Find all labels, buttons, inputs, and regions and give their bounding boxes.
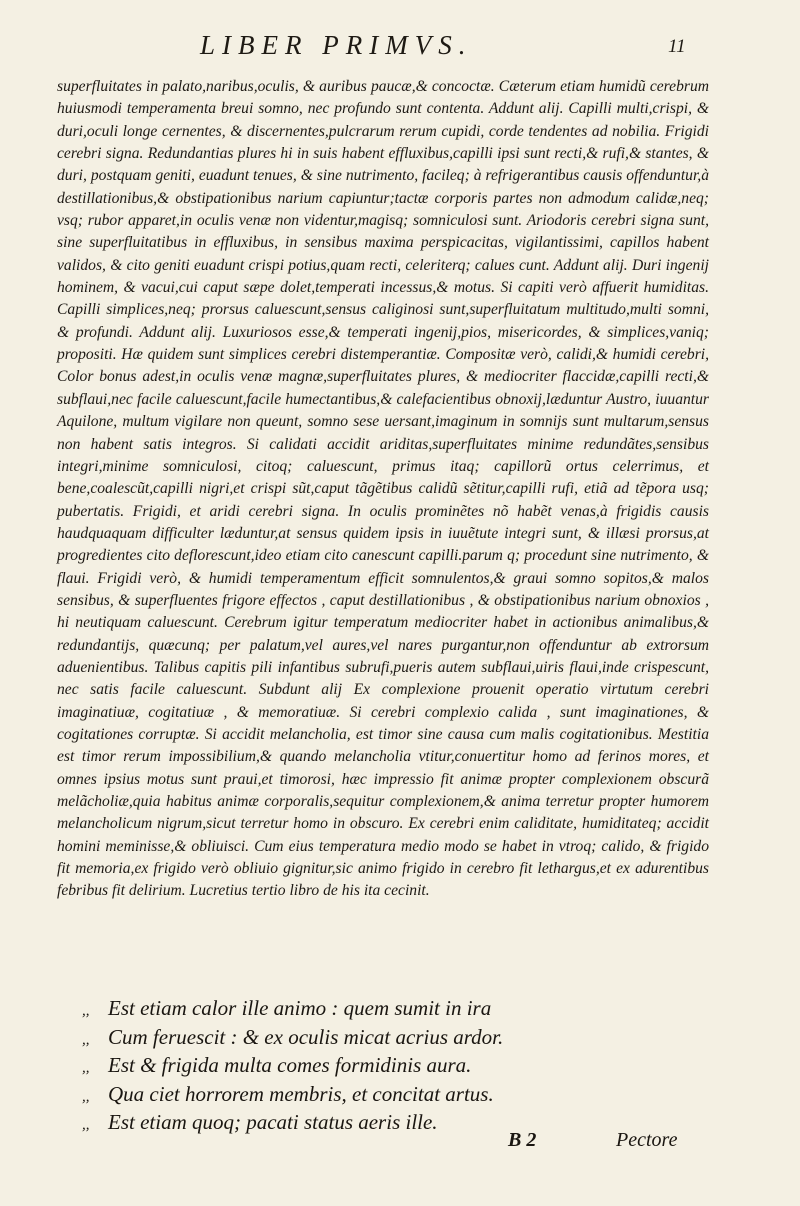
- quote-mark: ,,: [82, 1003, 90, 1019]
- verse-text: Est etiam quoq; pacati status aeris ille.: [108, 1110, 438, 1134]
- running-head: LIBER PRIMVS.: [200, 30, 473, 60]
- quote-mark: ,,: [82, 1117, 90, 1133]
- verse-text: Est etiam calor ille animo : quem sumit in ira: [108, 996, 492, 1020]
- quote-mark: ,,: [82, 1031, 90, 1048]
- verse-line: [82, 996, 642, 1025]
- verse-text: Cum feruescit : & ex oculis micat acrius ardor.: [108, 1024, 504, 1049]
- verse-text: Est & frigida multa comes formidinis aura.: [108, 1053, 472, 1077]
- verse-quotation: [82, 996, 642, 1139]
- verse-text: Qua ciet horrorem membris, et concitat artus.: [108, 1081, 494, 1106]
- page-number: 11: [668, 36, 686, 57]
- verse-line: [82, 1025, 642, 1054]
- body-text: [57, 76, 709, 903]
- quote-mark: ,,: [82, 1060, 90, 1076]
- quote-mark: ,,: [82, 1088, 90, 1105]
- signature-mark: B 2: [508, 1129, 537, 1151]
- verse-line: [82, 1082, 642, 1111]
- page-footer: [0, 1125, 800, 1155]
- catchword: Pectore: [616, 1129, 678, 1151]
- verse-line: [82, 1053, 642, 1082]
- page-header: [0, 30, 800, 64]
- main-paragraph: superfluitates in palato,naribus,oculis, & auribus paucæ,& concoctæ. Cæterum etiam humidũ cerebrum huiusmodi temperamenta breui somno, nec profundo sunt contenta. Addunt alij. Capilli multi,crispi, & duri,oculi longe cernentes, & discernentes,pulcrarum rerum cupidi, corde tendentes ad nobilia. Frigidi cerebri signa. Redundantias plures hi in suis habent effluxibus,capilli ipsi sunt recti,& rufi,& stantes, & duri, postquam geniti, euadunt tenues, & sine nutrimento, facileq; à refrigerantibus causis offenduntur,à destillationibus,& obstipationibus narium capiuntur;tactæ corporis partes non admodum calidæ,neq; vsq; rubor apparet,in oculis venæ non videntur,magisq; somniculosi sunt. Ariodoris cerebri signa sunt, sine superfluitatibus in effluxibus, in sensibus maxima perspicacitas, vigilantissimi, capillos habent validos, & cito geniti euadunt crispi potius,quam recti, celeriterq; calues cunt. Addunt alij. Duri ingenij hominem, & vacui,cui caput sæpe dolet,temperati incessus,& motus. Si capiti verò affuerit humiditas. Capilli simplices,neq; prorsus caluescunt,sensus caliginosi sunt,superfluitatum multitudo,multi somni, & profundi. Addunt alij. Luxuriosos esse,& temperati ingenij,pios, misericordes, & simplices,vaniq; propositi. Hæ quidem sunt simplices cerebri distemperantiæ. Compositæ verò, calidi,& humidi cerebri, Color bonus adest,in oculis venæ magnæ,superfluitates plures, & mediocriter flaccidæ,capilli recti,& subflaui,nec facile caluescunt,facile humectantibus,& calefacientibus obnoxij,læduntur Austro, iuuantur Aquilone, multum vigilare non queunt, somno sese uersant,imaginum in somnijs sunt multarum,sensus non habent satis integros. Si calidati accidit ariditas,superfluitates minime redundãtes,sensibus integri,minime somniculosi, citoq; caluescunt, primus itaq; capillorũ ortus celerrimus, et bene,coalescũt,capilli nigri,et crispi sũt,caput tãgẽtibus calidũ sẽtitur,capilli rufi, etiã ad tẽpora usq; pubertatis. Frigidi, et aridi cerebri signa. In oculis prominẽtes nõ habẽt venas,à frigidis causis haudquaquam difficulter læduntur,at sensus quidem ipsis in iuuẽtute integri sunt, & illæsi prorsus,at progredientes cito deflorescunt,ideo etiam cito canescunt capilli.parum q; procedunt sine nutrimento, & flaui. Frigidi verò, & humidi temperamentum efficit somnulentos,& graui somno sopitos,& malos sensibus, & superfluentes frigore effectos , caput destillationibus , & obstipationibus narium obnoxios , hi neutiquam caluescunt. Cerebrum igitur temperatum mediocriter habet in actionibus animalibus,& redundantijs, quæcunq; per palatum,vel aures,vel nares purgantur,non offenduntur ab extrorsum aduenientibus. Talibus capitis pili infantibus subrufi,pueris autem subflaui,uiris flaui,inde crispescunt, nec satis facile caluescunt. Subdunt alij Ex complexione prouenit operatio virtutum cerebri imaginatiuæ, cogitatiuæ , & memoratiuæ. Si cerebri complexio calida , sunt imaginationes, & cogitationes corruptæ. Si accidit melancholia, est timor sine causa cum malis cogitationibus. Mestitia est timor rerum impossibilium,& quando melancholia vtitur,conuertitur homo ad ferinos mores, et omnes ipsius motus sunt praui,et timorosi, hæc impressio fit animæ propter complexionem obscurã melãcholiæ,quia habitus animæ corporalis,sequitur complexionem,& anima terretur propter humorem melancholicum nigrum,sicut terretur homo in obscuro. Ex cerebri enim caliditate, humiditateq; accidit homini meminisse,& obliuisci. Cum eius temperatura medio modo se habet in vtroq; calido, & frigido fit memoria,ex frigido verò obliuio gignitur,sic animo frigido in cerebro fit lethargus,et ex adurentibus febribus fit delirium. Lucretius tertio libro de his ita cecinit.: [57, 78, 709, 900]
